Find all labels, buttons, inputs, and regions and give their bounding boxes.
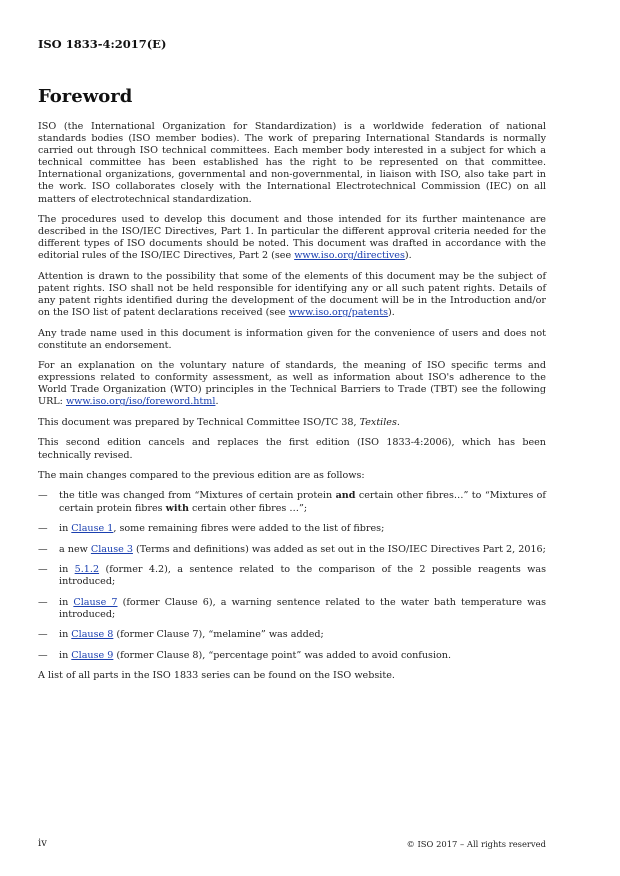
item-text: , some remaining fibres were added to the list of fibres; — [113, 523, 385, 535]
changes-list — [38, 490, 546, 661]
item-text: in — [59, 564, 75, 576]
clause-9-link[interactable]: Clause 9 — [71, 649, 114, 661]
page-number: iv — [38, 838, 47, 849]
paragraph-procedures — [38, 214, 546, 262]
foreword-body — [38, 121, 546, 691]
committee-name: Textiles — [359, 416, 397, 428]
item-text: in — [59, 596, 74, 608]
dash-bullet: — — [38, 649, 48, 661]
dash-bullet: — — [38, 523, 48, 535]
item-text: a new — [59, 543, 91, 555]
paragraph-text: . — [396, 416, 400, 428]
dash-bullet: — — [38, 543, 48, 555]
paragraph-text: ). — [388, 307, 395, 319]
foreword-url-link[interactable]: www.iso.org/iso/foreword.html — [65, 396, 216, 408]
item-text: the title was changed from “Mixtures of certain protein — [59, 490, 336, 502]
patents-link[interactable]: www.iso.org/patents — [288, 307, 389, 319]
paragraph-text: The procedures used to develop this document and those intended for its further maintenance are described in the ISO/IEC Directives, Part 1. In particular the different approval criteria needed for the different types of ISO documents should be noted. This document was drafted in accordance with the editorial rules of the ISO/IEC Directives, Part 2 (see — [38, 214, 546, 262]
copyright-notice: © ISO 2017 – All rights reserved — [406, 839, 546, 849]
list-item — [38, 650, 546, 662]
item-text: in — [59, 523, 72, 535]
paragraph-text: This document was prepared by Technical Committee ISO/TC 38, — [38, 416, 360, 428]
item-text: (former Clause 8), “percentage point” was added to avoid confusion. — [113, 649, 452, 661]
item-text: (Terms and definitions) was added as set out in the ISO/IEC Directives Part 2, 2016; — [132, 543, 546, 555]
paragraph-text: . — [215, 396, 219, 408]
paragraph-series-parts: A list of all parts in the ISO 1833 series can be found on the ISO website. — [38, 670, 395, 682]
page-title: Foreword — [38, 86, 133, 107]
item-text: in — [59, 629, 72, 641]
item-text: certain other fibres…” to “Mixtures of certain protein fibres — [59, 490, 546, 514]
directives-link[interactable]: www.iso.org/directives — [294, 250, 405, 262]
dash-bullet: — — [38, 564, 48, 576]
paragraph-voluntary-nature — [38, 360, 546, 408]
item-text: (former 4.2), a sentence related to the comparison of the 2 possible reagents was introduced; — [59, 564, 546, 588]
dash-bullet: — — [38, 629, 48, 641]
clause-8-link[interactable]: Clause 8 — [71, 629, 114, 641]
paragraph-text: ). — [404, 250, 412, 262]
paragraph-edition: This second edition cancels and replaces the first edition (ISO 1833-4:2006), which has been technically revised. — [38, 437, 546, 461]
item-text: (former Clause 7), “melamine” was added; — [113, 629, 324, 641]
paragraph-patents — [38, 271, 546, 319]
clause-1-link[interactable]: Clause 1 — [71, 523, 114, 535]
list-item — [38, 629, 546, 641]
paragraph-text: Attention is drawn to the possibility that some of the elements of this document may be the subject of patent rights. ISO shall not be held responsible for identifying any or all such patent rights. Details of any patent rights identified during the development of the document will be in the Introduction and/or on the ISO list of patent declarations received (see — [38, 270, 546, 319]
list-item — [38, 544, 546, 556]
list-item — [38, 597, 546, 621]
item-bold-text: with — [165, 502, 189, 514]
paragraph-iso-intro: ISO (the International Organization for Standardization) is a worldwide federation of national standards bodies (ISO member bodies). The work of preparing International Standards is normally carried out through ISO technical committees. Each member body interested in a subject for which a technical committee has been established has the right to be represented on that committee. International organizations, governmental and non-governmental, in liaison with ISO, also take part in the work. ISO collaborates closely with the International Electrotechnical Commission (IEC) on all matters of electrotechnical standardization. — [38, 121, 546, 205]
list-item — [38, 490, 546, 514]
item-text: in — [59, 649, 72, 661]
paragraph-committee — [38, 417, 546, 429]
item-text: (former Clause 6), a warning sentence related to the water bath temperature was introduced; — [59, 596, 547, 620]
dash-bullet: — — [38, 490, 48, 502]
clause-3-link[interactable]: Clause 3 — [90, 543, 133, 555]
document-id: ISO 1833-4:2017(E) — [38, 37, 167, 51]
list-item — [38, 564, 546, 588]
list-item — [38, 523, 546, 535]
paragraph-main-changes: The main changes compared to the previous edition are as follows: — [38, 469, 365, 481]
item-text: certain other fibres …”; — [188, 502, 308, 514]
dash-bullet: — — [38, 596, 48, 608]
paragraph-text: For an explanation on the voluntary nature of standards, the meaning of ISO specific terms and expressions related to conformity assessment, as well as information about ISO's adherence to the World Trade Organization (WTO) principles in the Technical Barriers to Trade (TBT) see the following URL: — [38, 360, 546, 408]
clause-7-link[interactable]: Clause 7 — [73, 596, 118, 608]
item-bold-text: and — [335, 490, 356, 502]
subclause-5-1-2-link[interactable]: 5.1.2 — [74, 564, 100, 576]
paragraph-trade-name: Any trade name used in this document is information given for the convenience of users and does not constitute an endorsement. — [38, 327, 546, 351]
